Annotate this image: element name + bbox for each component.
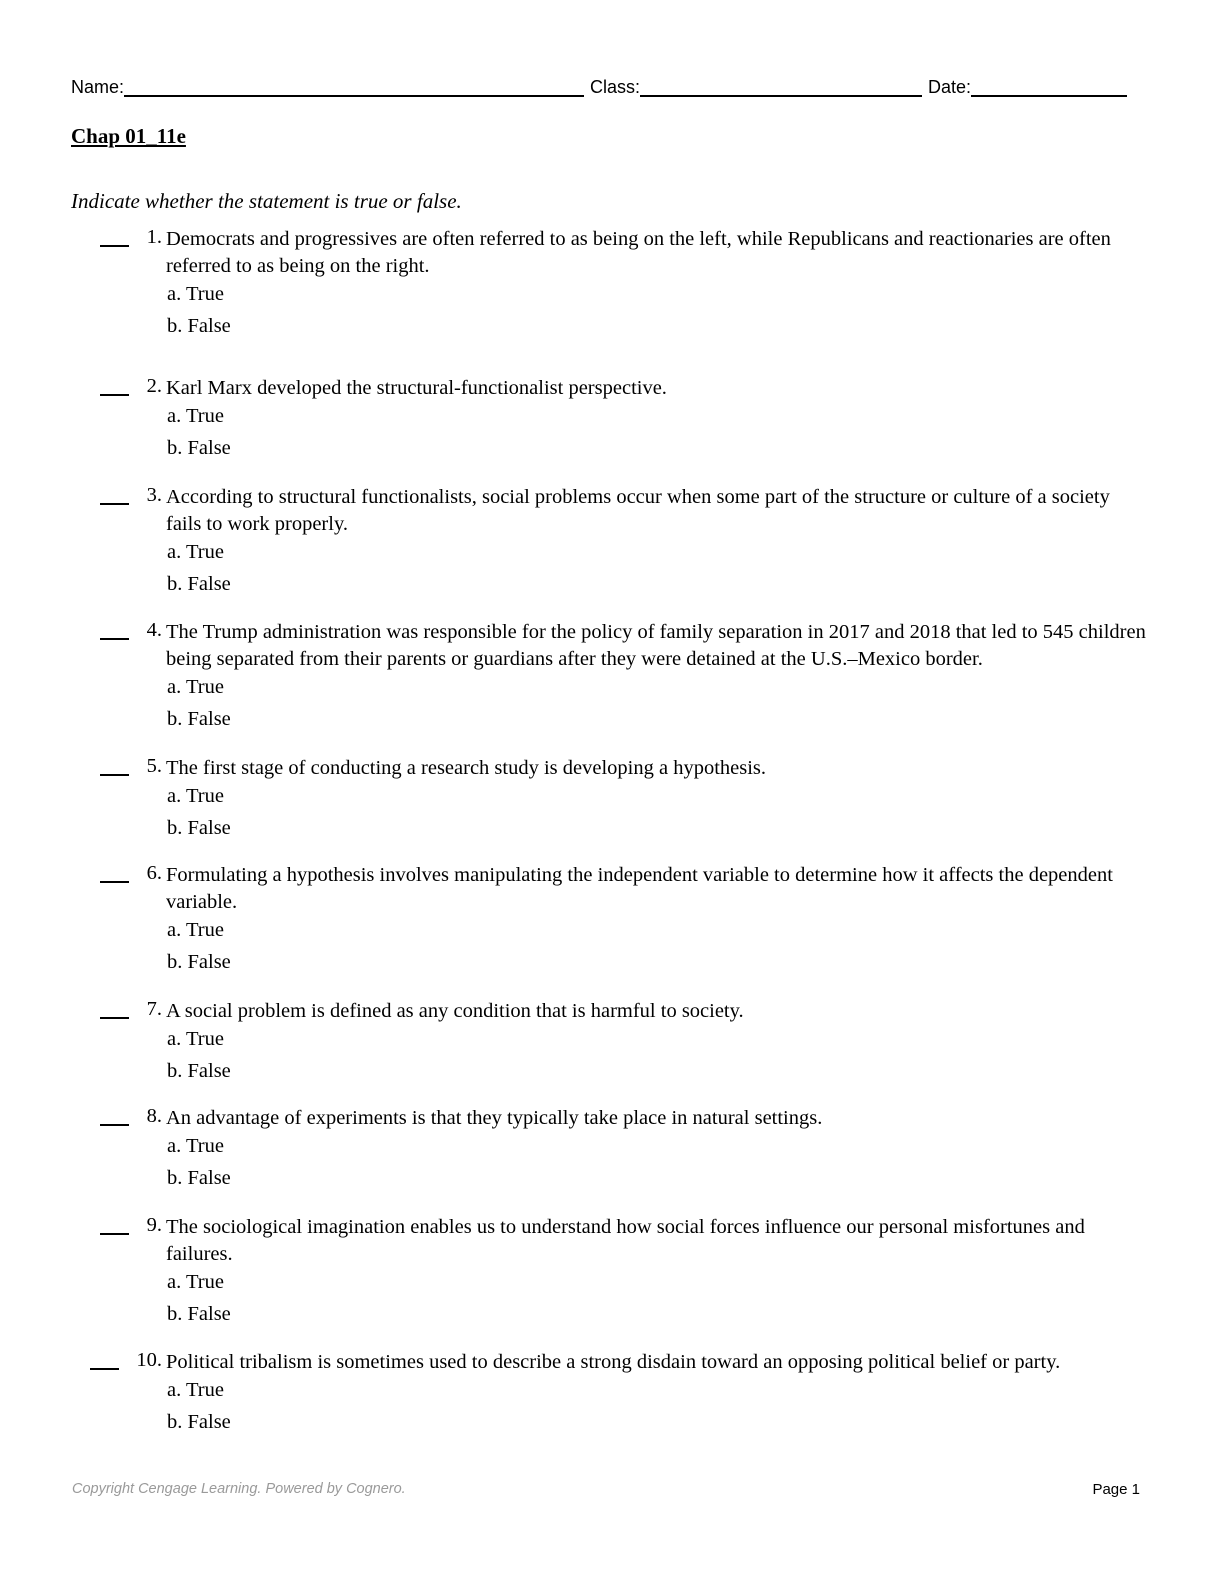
class-field[interactable] <box>590 75 922 98</box>
option-true[interactable]: a. True <box>167 1135 224 1157</box>
option-true[interactable]: a. True <box>167 785 224 807</box>
answer-blank[interactable] <box>100 881 129 883</box>
question-text: The first stage of conducting a research study is developing a hypothesis. <box>166 757 767 779</box>
answer-blank[interactable] <box>100 503 129 505</box>
class-blank-line[interactable] <box>640 75 922 97</box>
answer-blank[interactable] <box>90 1368 119 1370</box>
option-false[interactable]: b. False <box>167 817 231 839</box>
option-true[interactable]: a. True <box>167 676 224 698</box>
option-false[interactable]: b. False <box>167 1060 231 1082</box>
question-text: The Trump administration was responsible for the policy of family separation in 2017 and 2018 that led to 545 children being separated from their parents or guardians after they were detained at the U.S.–Mexico border. <box>166 621 1146 670</box>
option-false[interactable]: b. False <box>167 1167 231 1189</box>
question-number: 5. <box>146 755 162 777</box>
option-false[interactable]: b. False <box>167 951 231 973</box>
answer-blank[interactable] <box>100 1233 129 1235</box>
question-text: Karl Marx developed the structural-functionalist perspective. <box>166 377 667 399</box>
option-true[interactable]: a. True <box>167 919 224 941</box>
copyright-footer: Copyright Cengage Learning. Powered by Cognero. <box>72 1481 406 1497</box>
option-false[interactable]: b. False <box>167 1411 231 1433</box>
question-number: 10. <box>136 1349 162 1371</box>
option-true[interactable]: a. True <box>167 1271 224 1293</box>
option-true[interactable]: a. True <box>167 541 224 563</box>
answer-blank[interactable] <box>100 1017 129 1019</box>
document-title: Chap 01_11e <box>71 124 186 148</box>
question-text: According to structural functionalists, social problems occur when some part of the structure or culture of a society fails to work properly. <box>166 486 1110 535</box>
question-number: 7. <box>146 998 162 1020</box>
answer-blank[interactable] <box>100 1124 129 1126</box>
question-number: 9. <box>146 1214 162 1236</box>
class-label: Class: <box>590 77 641 97</box>
question-number: 1. <box>146 226 162 248</box>
date-label: Date: <box>928 77 972 97</box>
question-text: Political tribalism is sometimes used to describe a strong disdain toward an opposing political belief or party. <box>166 1351 1061 1373</box>
name-blank-line[interactable] <box>124 75 584 97</box>
option-false[interactable]: b. False <box>167 708 231 730</box>
option-false[interactable]: b. False <box>167 1303 231 1325</box>
name-label: Name: <box>71 77 125 97</box>
option-true[interactable]: a. True <box>167 283 224 305</box>
answer-blank[interactable] <box>100 394 129 396</box>
option-false[interactable]: b. False <box>167 315 231 337</box>
date-blank-line[interactable] <box>971 75 1127 97</box>
student-info-header <box>71 72 1141 98</box>
question-number: 8. <box>146 1105 162 1127</box>
question-text: Democrats and progressives are often referred to as being on the left, while Republicans and reactionaries are often referred to as being on the right. <box>166 228 1111 277</box>
option-true[interactable]: a. True <box>167 405 224 427</box>
page-number: Page 1 <box>1092 1481 1140 1498</box>
answer-blank[interactable] <box>100 638 129 640</box>
option-false[interactable]: b. False <box>167 437 231 459</box>
option-true[interactable]: a. True <box>167 1028 224 1050</box>
question-number: 3. <box>146 484 162 506</box>
instructions: Indicate whether the statement is true or false. <box>71 189 462 213</box>
option-true[interactable]: a. True <box>167 1379 224 1401</box>
answer-blank[interactable] <box>100 245 129 247</box>
question-number: 6. <box>146 862 162 884</box>
question-number: 4. <box>146 619 162 641</box>
name-field[interactable] <box>71 75 584 98</box>
question-text: A social problem is defined as any condition that is harmful to society. <box>166 1000 744 1022</box>
question-text: An advantage of experiments is that they typically take place in natural settings. <box>166 1107 823 1129</box>
question-text: Formulating a hypothesis involves manipulating the independent variable to determine how it affects the dependent variable. <box>166 864 1113 913</box>
option-false[interactable]: b. False <box>167 573 231 595</box>
question-text: The sociological imagination enables us to understand how social forces influence our personal misfortunes and failures. <box>166 1216 1085 1265</box>
answer-blank[interactable] <box>100 774 129 776</box>
question-number: 2. <box>146 375 162 397</box>
date-field[interactable] <box>928 75 1127 98</box>
